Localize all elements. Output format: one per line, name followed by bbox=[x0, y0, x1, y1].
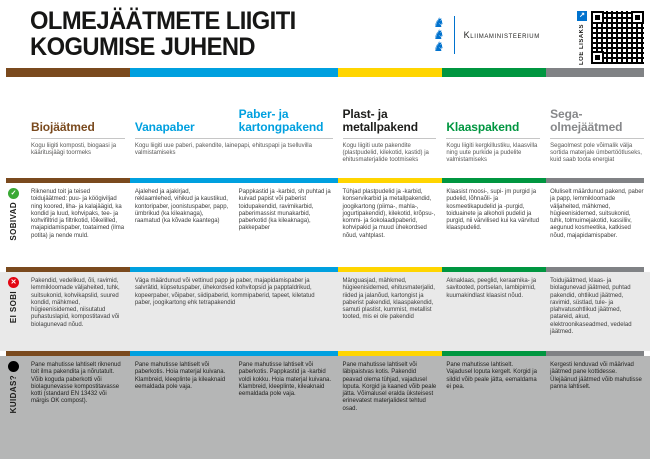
bio-color-segment bbox=[6, 68, 130, 77]
how-glass: Pane mahutisse lahtiselt. Vajadusel loputa kergelt. Korgid ja sildid võib peale jätta, eemaldama ei pea. bbox=[446, 362, 537, 390]
column-desc-biowaste: Kogu liigiti komposti, biogaasi ja kääritusjäägi toormeks bbox=[31, 138, 125, 178]
suitable-mixed: Oluliselt määrdunud pakend, paber ja papp, lemmikloomade väljaheited, mähkmed, hügieenisidemed, suitsukonid, tuhk, tolmuimejakotid, kassiliiv, aegunud kosmeetika, katkised nõud, majapidamispaber. bbox=[550, 189, 644, 239]
poster-header bbox=[0, 0, 650, 68]
suitable-old-paper: Ajalehed ja ajakirjad, reklaamlehed, vihikud ja kaustikud, kontoripaber, joonistuspaber, papp, ümbrikud (ka kileaknaga), raamatud (ka kõvade kaantega) bbox=[134, 189, 229, 225]
suitable-paper-cardboard: Pappkastid ja -karbid, sh puhtad ja kuivad papist või paberist toidupakendid, ravimikarbid, paberimassist munakarbid, paberkotid (ka kileaknaga), pakkepaber bbox=[238, 189, 331, 232]
not-suitable-paper-merged: Väga määrdunud või vettinud papp ja paber, majapidamispaber ja salvrätid, küpsetuspaber, ühekordsed kohvitopsid ja papptaldrikud, kopeerpaber, võipaber, siidipaberid, kommipaberid, tapeet, kiletatud paber, joogikartong ehk tetrapakendid bbox=[134, 278, 315, 306]
external-link-icon: ↗ bbox=[577, 11, 587, 21]
page-title-line1: OLMEJÄÄTMETE LIIGITI bbox=[30, 7, 296, 35]
logo-divider bbox=[454, 16, 455, 54]
how-paper-cardboard: Pane mahutisse lahtiselt või paberkotis. Pappkastid ja -karbid voldi kokku. Hoia materjal kuivana. Klambreid, kleeplinte, kileaknaid eemaldada pole vaja. bbox=[238, 362, 332, 398]
how-row bbox=[0, 356, 650, 459]
column-desc-mixed: Segaolmest pole võimalik välja sortida materjale ümbertöötluseks, kuid saab toota energiat bbox=[550, 138, 644, 178]
check-icon: ✓ bbox=[8, 188, 19, 199]
column-title-mixed-waste: Sega-olmejäätmed bbox=[550, 107, 623, 134]
mixed-color-segment bbox=[546, 68, 644, 77]
qr-block bbox=[577, 11, 644, 65]
glass-color-segment bbox=[442, 68, 546, 77]
column-header-row bbox=[0, 77, 650, 178]
suitable-label-text: SOBIVAD bbox=[9, 202, 18, 241]
how-row-label bbox=[6, 356, 21, 459]
column-desc-glass: Kogu liigiti kergkillustiku, klaasvilla ning uute purkide ja pudelite valmistamiseks bbox=[446, 138, 540, 178]
suitable-plastic-metal: Tühjad plastpudelid ja -karbid, konservikarbid ja metallpakendid, joogikartong (piima-, mahla-, jogurtipakendid), kilekotid, krõpsu-, kommi- ja šokolaadipaberid, kohvipakid ja muud ühekordsed nõud, vahtplast. bbox=[342, 189, 436, 239]
column-title-paper-cardboard-packaging: Paber- ja kartongpakend bbox=[238, 107, 324, 134]
column-color-bar bbox=[6, 68, 644, 77]
ministry-name: Kliimaministeerium bbox=[463, 30, 540, 40]
not-suitable-glass: Aknaklaas, peeglid, keraamika- ja savitooted, portselan, lambipirnid, kuumakindlast klaasist nõud. bbox=[446, 278, 537, 299]
page-title bbox=[30, 8, 296, 60]
dot-icon bbox=[8, 361, 19, 372]
suitable-row-label bbox=[6, 183, 21, 267]
how-label-text: KUIDAS? bbox=[9, 375, 18, 414]
estonia-coat-of-arms-icon: ♞ ♞ ♞ bbox=[433, 15, 445, 54]
not-suitable-mixed: Toidujäätmed, klaas- ja biolagunevad jäätmed, puhtad pakendid, ohtlikud jäätmed, ravimid, süstlad, tule- ja plahvatusohtlikud jäätmed, patareid, akud, elektroonikaseadmed, vedelad jäätmed. bbox=[550, 278, 632, 336]
how-old-paper: Pane mahutisse lahtiselt või paberkotis. Hoia materjal kuivana. Klambreid, kleeplinte ja kileaknaid eemaldada pole vaja. bbox=[134, 362, 226, 390]
suitable-row bbox=[0, 183, 650, 267]
column-desc-plastic-metal: Kogu liigiti uute pakendite (plastpudelid, kilekotid, kastid) ja ehitusmaterjalide tootmiseks bbox=[343, 138, 437, 178]
column-title-old-paper: Vanapaber bbox=[134, 119, 195, 134]
not-suitable-biowaste: Pakendid, vedelikud, õli, ravimid, lemmikloomade väljaheited, tuhk, suitsukonid, kohvikapslid, suured kondid, mähkmed, hügieenisidemed, niisutatud puhastuslapid, kompostitavad või biolagunevad nõud. bbox=[31, 278, 120, 328]
column-title-biowaste: Biojäätmed bbox=[31, 119, 95, 134]
suitable-glass: Klaasist moosi-, supi- jm purgid ja pudelid, lõhnaõli- ja kosmeetikapudelid ja -purgid, toiduainete ja alkoholi pudelid ja purgid, nii värvilised kui ka värvitud klaaspudelid. bbox=[446, 189, 540, 232]
how-mixed: Kergesti lenduvad või määrivad jäätmed pane kottidesse. Ülejäänud jäätmed võib mahutisse panna lahtiselt. bbox=[550, 362, 642, 390]
column-desc-paper: Kogu liigiti uue paberi, pakendite, lainepapi, ehituspapi ja tselluvilla valmistamiseks bbox=[135, 138, 333, 178]
qr-code bbox=[591, 11, 644, 64]
paper-color-segment bbox=[130, 68, 338, 77]
cross-icon: ✕ bbox=[8, 277, 19, 288]
page-title-line2: KOGUMISE JUHEND bbox=[30, 33, 256, 61]
ministry-logo bbox=[433, 16, 540, 54]
column-title-plastic-metal-packaging: Plast- ja metallpakend bbox=[342, 107, 418, 134]
not-suitable-label-text: EI SOBI bbox=[9, 291, 18, 324]
plastic-metal-color-segment bbox=[338, 68, 442, 77]
qr-label: LOE LISAKS bbox=[579, 24, 585, 66]
column-title-glass-packaging: Klaaspakend bbox=[446, 119, 520, 134]
suitable-biowaste: Riknenud toit ja teised toidujäätmed: puu- ja köögiviljad ning koored, liha- ja kalajäägid, ka kondid ja luud, kohvipaks, tee- ja kohvifiltrid ja filtrikotid, lõikelilled, majapidamispaber, toataimed (ilma potita) ja nende muld. bbox=[31, 189, 125, 239]
not-suitable-row bbox=[0, 272, 650, 351]
how-biowaste: Pane mahutisse lahtiselt riknenud toit ilma pakendita ja nõrutatult. Võib koguda paberkotti või biolagunevasse kompostitavasse kotti (standard EN 13432 või märgis OK compost). bbox=[31, 362, 121, 405]
how-plastic-metal: Pane mahutisse lahtiselt või läbipaistvas kotis. Pakendid peavad olema tühjad, vajadusel loputa. Korgid ja kaaned võib peale jätta. Võimalusel eralda üksteisest erinevatest materjalidest tehtud osad. bbox=[342, 362, 437, 412]
not-suitable-row-label bbox=[6, 272, 21, 351]
not-suitable-plastic-metal: Mänguasjad, mähkmed, hügieenisidemed, ehitusmaterjalid, riided ja jalanõud, kartongist ja paberist pakendid, klaaspakendid, samuti plastist, kummist, metallist tooted, mis ei ole pakendid bbox=[342, 278, 435, 321]
